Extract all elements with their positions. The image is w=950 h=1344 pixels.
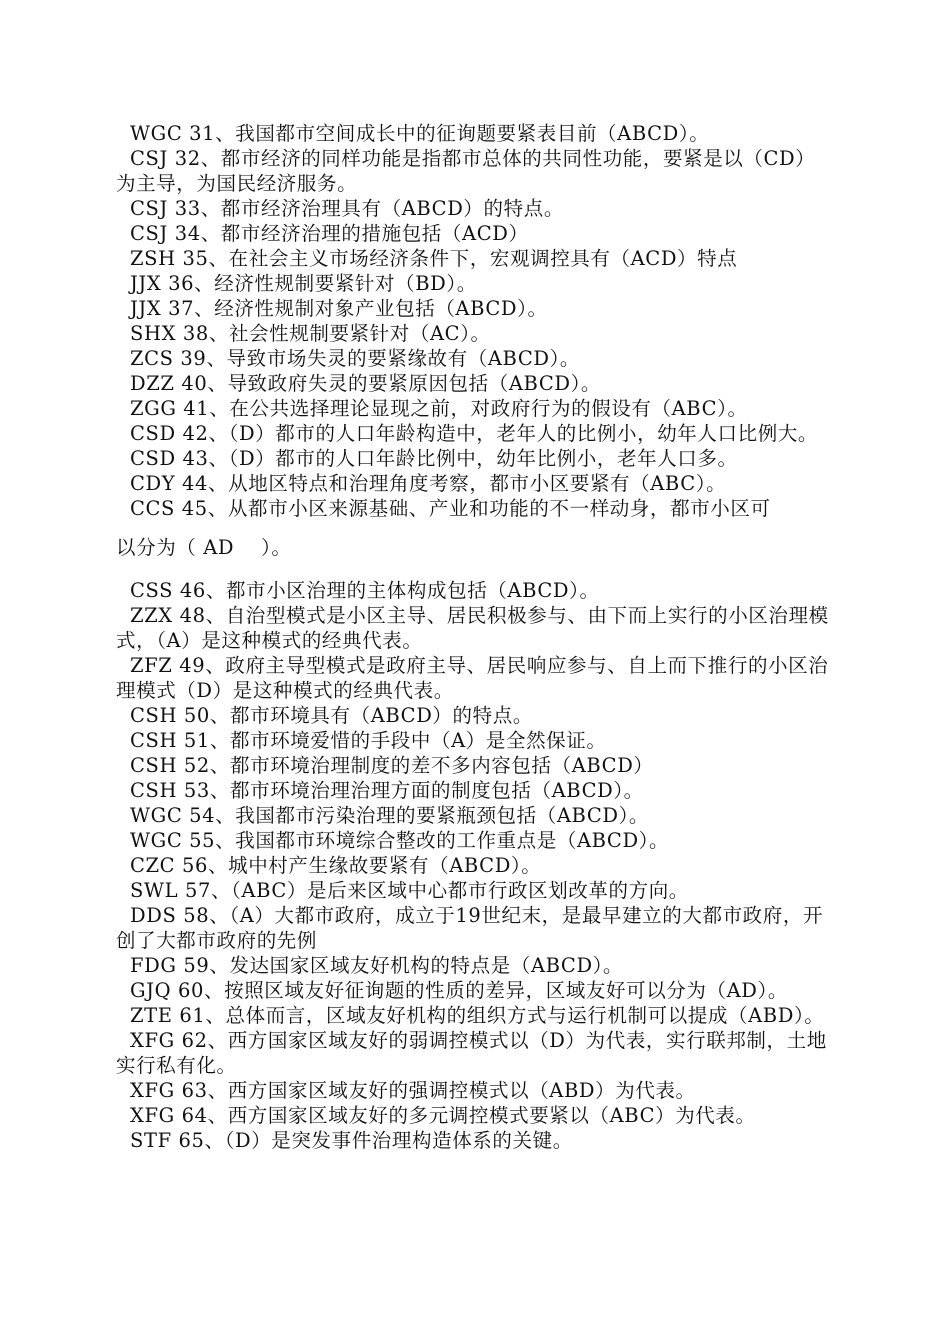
list-item: CZC 56、城中村产生缘故要紧有（ABCD）。 <box>130 854 542 877</box>
list-item: CSJ 34、都市经济治理的措施包括（ACD） <box>130 222 529 245</box>
list-item: JJX 36、经济性规制要紧针对（BD）。 <box>130 272 477 295</box>
list-item: CSJ 33、都市经济治理具有（ABCD）的特点。 <box>130 197 564 220</box>
list-item: ZSH 35、在社会主义市场经济条件下，宏观调控具有（ACD）特点 <box>130 247 738 270</box>
document-body <box>116 121 832 1153</box>
list-item: ZCS 39、导致市场失灵的要紧缘故有（ABCD）。 <box>130 347 581 370</box>
list-item: XFG 64、西方国家区域友好的多元调控模式要紧以（ABC）为代表。 <box>130 1104 756 1127</box>
list-item: JJX 37、经济性规制对象产业包括（ABCD）。 <box>130 297 548 320</box>
list-item: CSJ 32、都市经济的同样功能是指都市总体的共同性功能，要紧是以（CD）为主导，为国民经济服务。 <box>116 147 816 195</box>
list-item: ZZX 48、自治型模式是小区主导、居民积极参与、由下而上实行的小区治理模式，（A）是这种模式的经典代表。 <box>116 604 829 652</box>
list-item: GJQ 60、按照区域友好征询题的性质的差异，区域友好可以分为（AD）。 <box>130 979 788 1002</box>
list-item-line: CCS 45、从都市小区来源基础、产业和功能的不一样动身，都市小区可 <box>130 497 771 520</box>
list-item: SHX 38、社会性规制要紧针对（AC）。 <box>130 322 491 345</box>
list-item: FDG 59、发达国家区域友好机构的特点是（ABCD）。 <box>130 954 624 977</box>
list-item: STF 65、（D）是突发事件治理构造体系的关键。 <box>130 1129 573 1152</box>
list-item: CSD 42、（D）都市的人口年龄构造中，老年人的比例小，幼年人口比例大。 <box>130 422 819 445</box>
list-item: CSH 51、都市环境爱惜的手段中（A）是全然保证。 <box>130 729 607 752</box>
list-item: ZTE 61、总体而言，区域友好机构的组织方式与运行机制可以提成（ABD）。 <box>130 1004 825 1027</box>
list-item: WGC 31、我国都市空间成长中的征询题要紧表目前（ABCD）。 <box>130 122 710 145</box>
list-item: XFG 62、西方国家区域友好的弱调控模式以（D）为代表，实行联邦制，土地实行私有化。 <box>116 1029 827 1077</box>
list-item: XFG 63、西方国家区域友好的强调控模式以（ABD）为代表。 <box>130 1079 696 1102</box>
list-item: DDS 58、（A）大都市政府，成立于19世纪末，是最早建立的大都市政府，开创了大都市政府的先例 <box>116 904 824 952</box>
list-item: WGC 54、我国都市污染治理的要紧瓶颈包括（ABCD）。 <box>130 804 650 827</box>
list-item-line: 以分为（ AD ）。 <box>116 536 292 559</box>
list-item: WGC 55、我国都市环境综合整改的工作重点是（ABCD）。 <box>130 829 670 852</box>
list-item: CSH 50、都市环境具有（ABCD）的特点。 <box>130 704 533 727</box>
list-item: CSD 43、（D）都市的人口年龄比例中，幼年比例小，老年人口多。 <box>130 447 738 470</box>
list-item: ZFZ 49、政府主导型模式是政府主导、居民响应参与、自上而下推行的小区治理模式（D）是这种模式的经典代表。 <box>116 654 829 702</box>
list-item: CSH 52、都市环境治理制度的差不多内容包括（ABCD） <box>130 754 654 777</box>
list-item <box>116 496 832 560</box>
list-item: CDY 44、从地区特点和治理角度考察，都市小区要紧有（ABC）。 <box>130 472 727 495</box>
list-item: ZGG 41、在公共选择理论显现之前，对政府行为的假设有（ABC）。 <box>130 397 748 420</box>
list-item: SWL 57、（ABC）是后来区域中心都市行政区划改革的方向。 <box>130 879 689 902</box>
list-item: CSS 46、都市小区治理的主体构成包括（ABCD）。 <box>130 579 600 602</box>
list-item: DZZ 40、导致政府失灵的要紧原因包括（ABCD）。 <box>130 372 602 395</box>
list-item: CSH 53、都市环境治理治理方面的制度包括（ABCD）。 <box>130 779 644 802</box>
